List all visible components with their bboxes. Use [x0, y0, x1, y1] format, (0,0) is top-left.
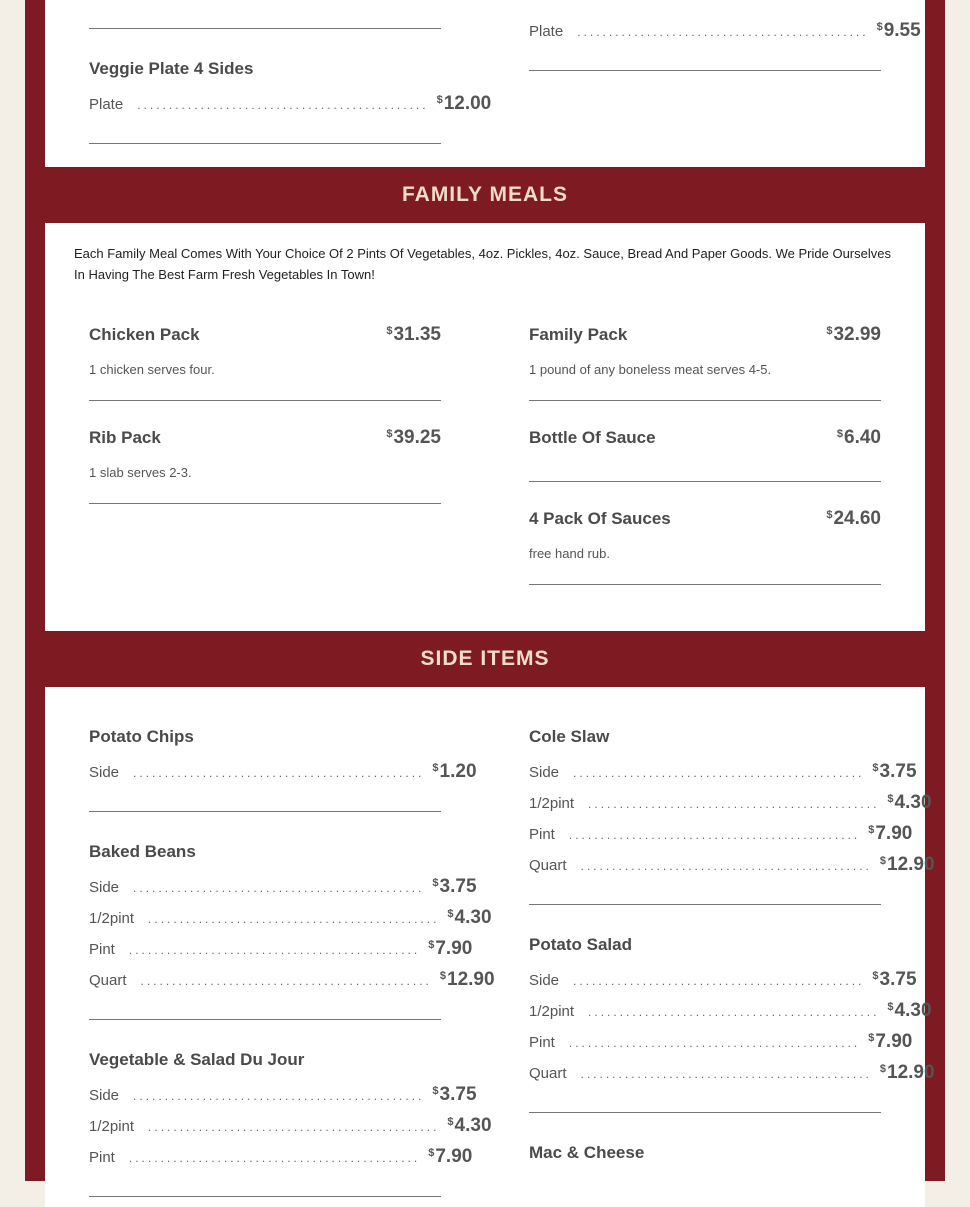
- variant-price: [868, 823, 912, 845]
- dot-leader: ..............................................: [133, 766, 425, 780]
- menu-item: [529, 935, 935, 1113]
- item-description: 1 slab serves 2-3.: [89, 465, 192, 480]
- item-name: Potato Chips: [89, 727, 194, 746]
- item-name: Potato Salad: [529, 935, 632, 954]
- variant-row: Plate .............................................. $12.00: [89, 93, 492, 114]
- variant-row: [89, 1115, 492, 1146]
- variant-row: [89, 761, 477, 792]
- price-value: 12.90: [887, 854, 935, 875]
- item-divider: [89, 1196, 441, 1197]
- menu-item: [529, 727, 935, 905]
- dot-leader: ..............................................: [128, 1151, 421, 1165]
- variant-price: [447, 1115, 491, 1137]
- variant-row: [529, 1000, 932, 1031]
- price-value: 12.90: [447, 969, 495, 990]
- dot-leader: ..............................................: [128, 943, 421, 957]
- variant-row: [89, 876, 477, 907]
- item-name: Bottle Of Sauce: [529, 428, 656, 447]
- currency-symbol: $: [447, 1116, 454, 1128]
- variant-row: [89, 969, 495, 1000]
- currency-symbol: $: [428, 939, 435, 951]
- currency-symbol: $: [439, 970, 447, 982]
- variant-label: Side: [89, 764, 120, 781]
- price-value: 31.35: [393, 324, 441, 345]
- variant-row: [529, 1031, 913, 1062]
- dot-leader: ..............................................: [588, 797, 880, 811]
- currency-symbol: $: [432, 1085, 439, 1097]
- dot-leader: ..............................................: [568, 1036, 861, 1050]
- dot-leader: ..............................................: [133, 1089, 425, 1103]
- top-menu-panel: [45, 0, 925, 167]
- family-meals-panel: [45, 223, 925, 631]
- currency-symbol: $: [868, 824, 875, 836]
- family-meals-right-column: [529, 324, 881, 585]
- variant-label: Quart: [529, 857, 567, 874]
- currency-symbol: $: [872, 970, 879, 982]
- currency-symbol: $: [386, 325, 393, 337]
- variant-list: [529, 761, 935, 885]
- variant-price: [428, 1146, 472, 1168]
- currency-symbol: $: [432, 877, 439, 889]
- menu-item: [89, 427, 441, 504]
- variant-label: Quart: [529, 1065, 567, 1082]
- variant-price: [432, 1084, 476, 1106]
- variant-price: [887, 792, 931, 814]
- variant-price: $12.00: [436, 93, 492, 114]
- variant-price: [872, 761, 916, 783]
- item-price: [386, 324, 441, 346]
- dot-leader: ..............................................: [568, 828, 861, 842]
- price-value: 7.90: [435, 938, 473, 959]
- price-value: 39.25: [393, 427, 441, 448]
- side-items-heading: SIDE ITEMS: [420, 647, 550, 670]
- variant-row: [89, 1084, 477, 1115]
- item-name: Vegetable & Salad Du Jour: [89, 1050, 305, 1069]
- item-header: [529, 427, 881, 449]
- currency-symbol: $: [836, 428, 844, 440]
- item-divider: [529, 70, 881, 71]
- item-price: [826, 508, 881, 530]
- variant-label: Pint: [89, 1149, 115, 1166]
- variant-row: [529, 792, 932, 823]
- variant-price: [868, 1031, 912, 1053]
- item-divider: [89, 28, 441, 29]
- currency-symbol: $: [447, 908, 454, 920]
- variant-label: Side: [529, 764, 560, 781]
- price-value: 4.30: [454, 907, 492, 928]
- price-value: 7.90: [435, 1146, 473, 1167]
- variant-label: Side: [89, 1087, 120, 1104]
- item-divider: [529, 1112, 881, 1113]
- item-header: [89, 427, 441, 449]
- item-divider: [529, 904, 881, 905]
- item-divider: [529, 584, 881, 585]
- family-meals-heading: FAMILY MEALS: [401, 183, 569, 206]
- menu-item: [89, 1050, 492, 1197]
- variant-row: [89, 938, 473, 969]
- dot-leader: ..............................................: [140, 974, 432, 988]
- item-name: Veggie Plate 4 Sides: [89, 59, 254, 78]
- currency-symbol: $: [879, 1063, 887, 1075]
- item-name: Family Pack: [529, 325, 628, 344]
- variant-row: [529, 1062, 935, 1093]
- item-price: [837, 427, 881, 449]
- variant-row: [529, 761, 917, 792]
- variant-price: [880, 1062, 935, 1084]
- menu-frame: [25, 0, 945, 1181]
- price-value: 6.40: [844, 427, 881, 448]
- item-divider: [89, 143, 441, 144]
- side-items-panel: [45, 687, 935, 1207]
- menu-item: [529, 508, 881, 585]
- menu-item: [89, 324, 441, 401]
- variant-price: [872, 969, 916, 991]
- currency-symbol: $: [826, 325, 833, 337]
- currency-symbol: $: [432, 762, 439, 774]
- currency-symbol: $: [868, 1032, 875, 1044]
- item-name: Chicken Pack: [89, 325, 200, 344]
- variant-label: Side: [89, 879, 120, 896]
- menu-item: [89, 727, 477, 812]
- variant-row: Plate .............................................. $9.55: [529, 20, 921, 41]
- menu-item: [529, 324, 881, 401]
- item-divider: [89, 503, 441, 504]
- variant-price: $9.55: [876, 20, 921, 41]
- currency-symbol: $: [428, 1147, 435, 1159]
- item-divider: [89, 400, 441, 401]
- dot-leader: ..............................................: [580, 859, 872, 873]
- currency-symbol: $: [872, 762, 879, 774]
- currency-symbol: $: [879, 855, 887, 867]
- family-meals-intro: Each Family Meal Comes With Your Choice Of 2 Pints Of Vegetables, 4oz. Pickles, 4oz. Sauce, Bread And Paper Goods. We Pride Ourselves In Having The Best Farm Fresh Vegetables In Town!: [74, 246, 891, 282]
- variant-row: [89, 907, 492, 938]
- variant-price: [880, 854, 935, 876]
- item-description: 1 chicken serves four.: [89, 362, 215, 377]
- variant-row: [529, 969, 917, 1000]
- price-value: 3.75: [439, 876, 477, 897]
- menu-item: [529, 427, 881, 482]
- variant-row: [529, 854, 935, 885]
- item-divider: [89, 1019, 441, 1020]
- variant-label: 1/2pint: [89, 910, 135, 927]
- item-header: [529, 324, 881, 346]
- variant-price: [428, 938, 472, 960]
- price-value: 3.75: [879, 969, 917, 990]
- family-meals-left-column: [89, 324, 441, 504]
- dot-leader: ..............................................: [148, 1120, 440, 1134]
- side-items-left-column: [89, 727, 495, 1197]
- item-divider: [529, 400, 881, 401]
- price-value: 1.20: [439, 761, 477, 782]
- price-value: 4.30: [894, 1000, 932, 1021]
- price-value: 7.90: [875, 823, 913, 844]
- variant-label: 1/2pint: [89, 1118, 135, 1135]
- item-name: 4 Pack Of Sauces: [529, 509, 671, 528]
- variant-label: Pint: [89, 941, 115, 958]
- menu-item: [89, 842, 495, 1020]
- price-value: 4.30: [894, 792, 932, 813]
- item-name: Mac & Cheese: [529, 1143, 645, 1162]
- currency-symbol: $: [887, 793, 894, 805]
- item-description: free hand rub.: [529, 546, 610, 561]
- item-name: Baked Beans: [89, 842, 196, 861]
- item-divider: [89, 811, 441, 812]
- variant-label: Side: [529, 972, 560, 989]
- dot-leader: ..............................................: [573, 766, 865, 780]
- dot-leader: ..............................................: [588, 1005, 880, 1019]
- variant-price: [432, 761, 476, 783]
- variant-row: [89, 1146, 473, 1177]
- item-name: Cole Slaw: [529, 727, 610, 746]
- price-value: 24.60: [833, 508, 881, 529]
- variant-list: [89, 876, 495, 1000]
- item-price: [386, 427, 441, 449]
- variant-label: Pint: [529, 1034, 555, 1051]
- price-value: 3.75: [439, 1084, 477, 1105]
- item-header: [529, 508, 881, 530]
- variant-list: [89, 1084, 492, 1177]
- side-items-right-column: [529, 727, 935, 1163]
- variant-price: [432, 876, 476, 898]
- item-divider: [529, 481, 881, 482]
- item-name: Rib Pack: [89, 428, 161, 447]
- price-value: 32.99: [833, 324, 881, 345]
- variant-price: [440, 969, 495, 991]
- variant-price: [447, 907, 491, 929]
- price-value: 4.30: [454, 1115, 492, 1136]
- variant-list: [89, 761, 477, 792]
- price-value: 7.90: [875, 1031, 913, 1052]
- item-header: [89, 324, 441, 346]
- variant-label: Pint: [529, 826, 555, 843]
- dot-leader: ..............................................: [580, 1067, 872, 1081]
- price-value: 12.90: [887, 1062, 935, 1083]
- variant-label: 1/2pint: [529, 795, 575, 812]
- dot-leader: ..............................................: [133, 881, 425, 895]
- price-value: 3.75: [879, 761, 917, 782]
- currency-symbol: $: [887, 1001, 894, 1013]
- menu-item: [529, 1143, 881, 1163]
- currency-symbol: $: [386, 428, 393, 440]
- variant-row: [529, 823, 913, 854]
- dot-leader: ..............................................: [148, 912, 440, 926]
- variant-price: [887, 1000, 931, 1022]
- variant-label: Quart: [89, 972, 127, 989]
- item-description: 1 pound of any boneless meat serves 4-5.: [529, 362, 772, 377]
- item-price: [826, 324, 881, 346]
- variant-label: 1/2pint: [529, 1003, 575, 1020]
- variant-list: [529, 969, 935, 1093]
- currency-symbol: $: [826, 509, 833, 521]
- dot-leader: ..............................................: [573, 974, 865, 988]
